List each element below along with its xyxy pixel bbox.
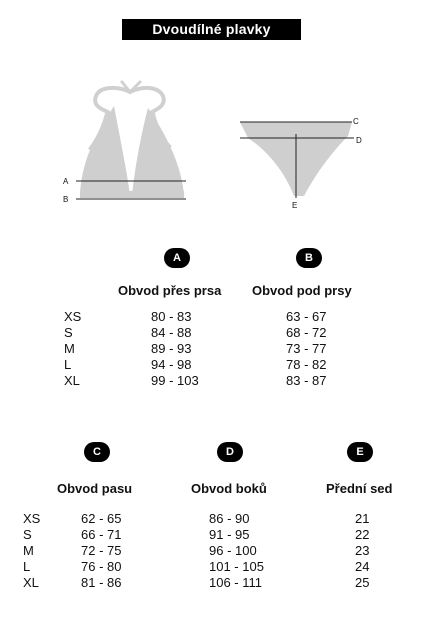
value-cell: 63 - 67	[286, 309, 327, 324]
badge-c: C	[84, 442, 110, 462]
value-cell: 84 - 88	[151, 325, 192, 340]
value-cell: 94 - 98	[151, 357, 192, 372]
badge-e: E	[347, 442, 373, 462]
size-label: M	[64, 341, 75, 356]
table2-sizes	[23, 511, 40, 591]
table1-col-b	[286, 309, 326, 389]
value-cell: 91 - 95	[209, 527, 250, 542]
value-cell: 24	[355, 559, 370, 574]
size-label: XS	[64, 309, 82, 324]
size-label: L	[64, 357, 72, 372]
value-cell: 78 - 82	[286, 357, 327, 372]
size-label: S	[23, 527, 32, 542]
size-label: M	[23, 543, 34, 558]
badge-a: A	[164, 248, 190, 268]
table2-col-e	[355, 511, 369, 591]
size-label: XL	[64, 373, 80, 388]
label-e: E	[292, 201, 298, 210]
value-cell: 80 - 83	[151, 309, 192, 324]
value-cell: 66 - 71	[81, 527, 122, 542]
header-underbust: Obvod pod prsy	[252, 283, 352, 298]
value-cell: 25	[355, 575, 370, 590]
size-label: L	[23, 559, 31, 574]
page-title: Dvoudílné plavky	[122, 19, 301, 40]
value-cell: 62 - 65	[81, 511, 122, 526]
badge-d: D	[217, 442, 243, 462]
header-waist: Obvod pasu	[57, 481, 133, 496]
value-cell: 89 - 93	[151, 341, 192, 356]
table1-col-a	[151, 309, 199, 389]
value-cell: 96 - 100	[209, 543, 257, 558]
badge-b: B	[296, 248, 322, 268]
value-cell: 83 - 87	[286, 373, 327, 388]
label-b: B	[63, 195, 69, 204]
size-label: S	[64, 325, 73, 340]
header-front-rise: Přední sed	[326, 481, 393, 496]
size-label: XS	[23, 511, 41, 526]
table1-sizes	[64, 309, 81, 389]
value-cell: 81 - 86	[81, 575, 122, 590]
bikini-top-diagram	[60, 78, 200, 208]
value-cell: 22	[355, 527, 370, 542]
label-c: C	[353, 117, 359, 126]
value-cell: 23	[355, 543, 370, 558]
table2-col-d	[209, 511, 264, 591]
value-cell: 21	[355, 511, 370, 526]
value-cell: 86 - 90	[209, 511, 250, 526]
value-cell: 73 - 77	[286, 341, 327, 356]
value-cell: 101 - 105	[209, 559, 264, 574]
size-label: XL	[23, 575, 39, 590]
value-cell: 68 - 72	[286, 325, 327, 340]
header-hips: Obvod boků	[191, 481, 267, 496]
value-cell: 72 - 75	[81, 543, 122, 558]
label-d: D	[356, 136, 362, 145]
value-cell: 99 - 103	[151, 373, 199, 388]
value-cell: 106 - 111	[209, 575, 263, 590]
value-cell: 76 - 80	[81, 559, 122, 574]
label-a: A	[63, 177, 69, 186]
bikini-bottom-diagram	[236, 112, 372, 212]
header-bust: Obvod přes prsa	[118, 283, 222, 298]
table2-col-c	[81, 511, 121, 591]
